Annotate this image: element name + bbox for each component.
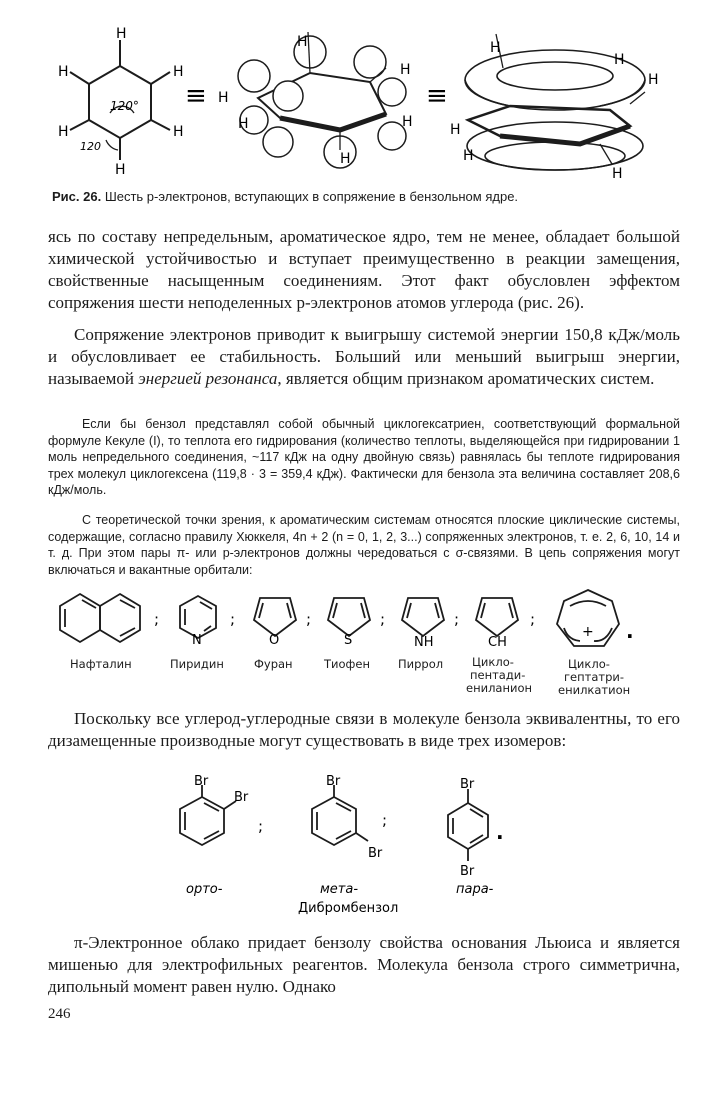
h-atom-label: H bbox=[648, 72, 659, 88]
small-print-paragraph: Если бы бензол представлял собой обычный циклогексатриен, соответствующий формальной формуле Кекуле (I), то теплота его гидрирования (количество теплоты, выделяющейся при гидрировании 1 моль непредельного соединения, ~117 кДж на одну двойную связь) равнялась бы теплоте гидрирования трех молекул циклогексена (119,8 · 3 = 359,4 кДж). Фактически для бензола эта величина составляет 208,6 кДж/моль. bbox=[48, 417, 680, 497]
end-period: . bbox=[626, 619, 634, 643]
isomer-ortho-label: орто- bbox=[186, 882, 223, 897]
equivalence-sign: ≡ bbox=[426, 81, 448, 111]
h-atom-label: H bbox=[400, 62, 411, 78]
compound-name-naphthalene: Нафталин bbox=[70, 657, 132, 671]
bromine-label: Br bbox=[460, 864, 475, 879]
end-period: . bbox=[496, 820, 504, 844]
separator-semicolon: ; bbox=[154, 610, 160, 628]
para-dibromobenzene-structure bbox=[448, 789, 488, 861]
furan-structure bbox=[254, 598, 296, 636]
meta-dibromobenzene-structure bbox=[312, 785, 368, 845]
separator-semicolon: ; bbox=[382, 811, 388, 829]
separator-semicolon: ; bbox=[230, 610, 236, 628]
heteroatom-s: S bbox=[344, 633, 353, 648]
figure-26-benzene-orbitals bbox=[40, 18, 680, 188]
compound-name-cation: Цикло- bbox=[568, 657, 610, 671]
bromine-label: Br bbox=[368, 846, 383, 861]
aromatic-compounds-row bbox=[48, 588, 678, 700]
equivalence-sign: ≡ bbox=[185, 81, 207, 111]
compound-name-pyrrole: Пиррол bbox=[398, 657, 444, 671]
h-atom-label: H bbox=[450, 122, 461, 138]
h-atom-label: H bbox=[340, 151, 351, 167]
compound-name-furan: Фуран bbox=[254, 657, 293, 671]
h-atom-label: H bbox=[238, 116, 249, 132]
separator-semicolon: ; bbox=[380, 610, 386, 628]
h-atom-label: H bbox=[116, 26, 127, 42]
body-paragraph: Поскольку все углерод-углеродные связи в молекуле бензола эквивалентны, то его дизамещенные производные могут существовать в виде трех изомеров: bbox=[48, 709, 680, 750]
compound-name-pyridine: Пиридин bbox=[170, 657, 224, 671]
compound-name-anion: Цикло- bbox=[472, 655, 514, 669]
separator-semicolon: ; bbox=[530, 610, 536, 628]
h-atom-label: H bbox=[614, 52, 625, 68]
h-atom-label: H bbox=[463, 148, 474, 164]
bromine-label: Br bbox=[234, 790, 249, 805]
separator-semicolon: ; bbox=[306, 610, 312, 628]
compound-name-cation: енилкатион bbox=[558, 683, 631, 697]
thiophene-structure bbox=[328, 598, 370, 636]
bromine-label: Br bbox=[326, 775, 341, 789]
heteroatom-o: O bbox=[269, 633, 280, 648]
small-print-paragraph: С теоретической точки зрения, к ароматическим системам относятся плоские циклические системы, содержащие, согласно правилу Хюккеля, 4n + 2 (n = 0, 1, 2, 3...) сопряженных электронов, т. е. 2, 6, 10, 14 и т. д. При этом пары π- или p-электронов должны чередоваться с σ-связями. В цепь сопряжения могут включаться и вакантные орбитали: bbox=[48, 513, 680, 577]
angle-label: 120° bbox=[110, 99, 139, 113]
bromine-label: Br bbox=[194, 775, 209, 789]
h-atom-label: H bbox=[173, 64, 184, 80]
compound-name-anion: пентади- bbox=[470, 668, 526, 682]
paragraph-text: Сопряжение электронов приводит к выигрышу системой энергии 150,8 кДж/моль и обусловливает ее стабильность. Больший или меньший выигрыш энергии, называемой bbox=[48, 325, 680, 388]
page-number: 246 bbox=[48, 1006, 71, 1022]
body-paragraph bbox=[48, 324, 680, 390]
h-atom-label: H bbox=[173, 124, 184, 140]
compound-name-cation: гептатри- bbox=[564, 670, 625, 684]
resonance-energy-term: энергией резонанса bbox=[138, 369, 278, 388]
cation-plus: + bbox=[582, 624, 594, 640]
separator-semicolon: ; bbox=[454, 610, 460, 628]
dibromobenzene-name: Дибромбензол bbox=[298, 901, 399, 916]
h-atom-label: H bbox=[58, 124, 69, 140]
h-atom-label: H bbox=[490, 40, 501, 56]
heteroatom-nh: NH bbox=[414, 635, 434, 650]
anion-carbon-ch: CH bbox=[488, 635, 507, 650]
h-atom-label: H bbox=[58, 64, 69, 80]
figure-caption-text: Шесть p-электронов, вступающих в сопряжение в бензольном ядре. bbox=[104, 189, 519, 204]
body-paragraph: ясь по составу непредельным, ароматическое ядро, тем не менее, обладает большой химической устойчивостью и вступает преимущественно в реакции замещения, свойственные насыщенным соединениям. Этот факт обусловлен эффектом сопряжения шести неподеленных p-электронов атомов углерода (рис. 26). bbox=[48, 227, 680, 312]
h-atom-label: H bbox=[218, 90, 229, 106]
h-atom-label: H bbox=[402, 114, 413, 130]
figure-caption-label: Рис. 26. bbox=[52, 189, 102, 204]
h-atom-label: H bbox=[115, 162, 126, 178]
body-paragraph: π-Электронное облако придает бензолу свойства основания Льюиса и является мишенью для электрофильных реагентов. Молекула бензола строго симметрична, дипольный момент равен нулю. Однако bbox=[48, 933, 680, 996]
isomer-meta-label: мета- bbox=[320, 882, 359, 897]
naphthalene-structure bbox=[60, 594, 140, 642]
cyclopentadienyl-anion-structure bbox=[476, 598, 518, 636]
separator-semicolon: ; bbox=[258, 817, 264, 835]
p-orbital-model bbox=[238, 32, 406, 168]
h-atom-label: H bbox=[297, 34, 308, 50]
pyridine-structure bbox=[180, 596, 216, 638]
compound-name-thiophene: Тиофен bbox=[324, 657, 370, 671]
paragraph-text: , является общим признаком ароматических систем. bbox=[277, 369, 655, 388]
angle-label: 120 bbox=[80, 140, 101, 153]
ortho-dibromobenzene-structure bbox=[180, 785, 236, 845]
h-atom-label: H bbox=[612, 166, 623, 182]
pyrrole-structure bbox=[402, 598, 444, 636]
bromine-label: Br bbox=[460, 777, 475, 792]
dibromobenzene-isomers bbox=[150, 775, 550, 920]
compound-name-anion: ениланион bbox=[466, 681, 533, 695]
figure-caption bbox=[52, 189, 672, 204]
heteroatom-n: N bbox=[192, 633, 202, 648]
isomer-para-label: пара- bbox=[456, 882, 494, 897]
